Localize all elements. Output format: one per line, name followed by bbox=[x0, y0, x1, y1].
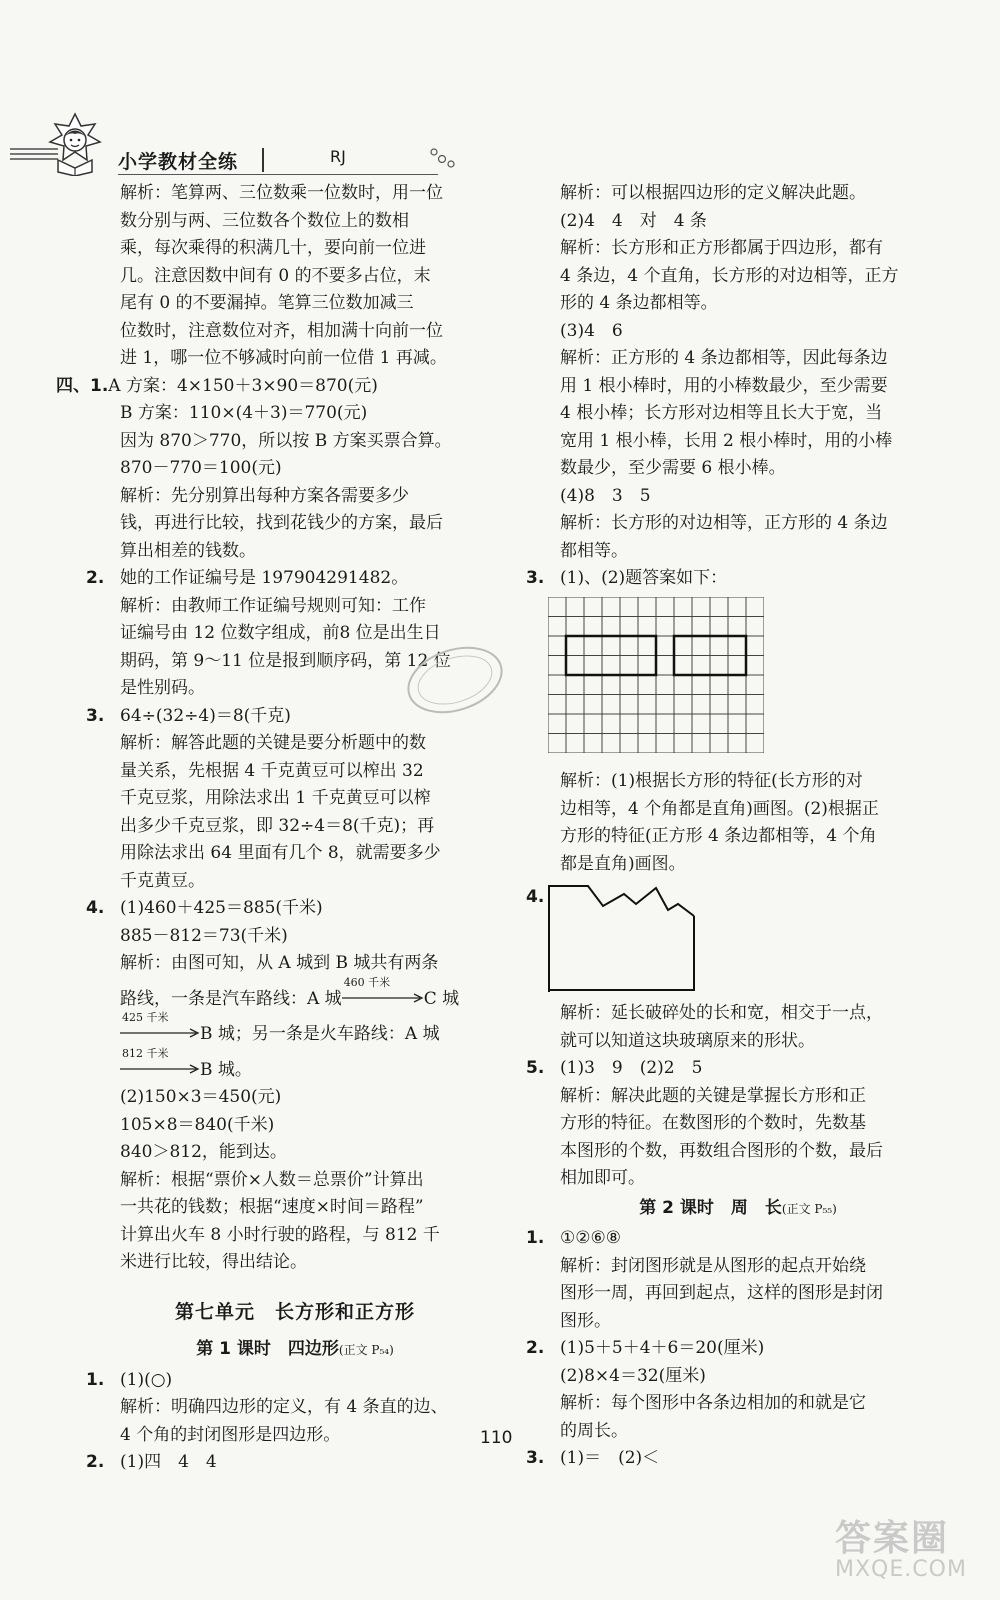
text-line: 870－770＝100(元) bbox=[120, 458, 282, 478]
text-line: 相加即可。 bbox=[560, 1168, 645, 1188]
text-line: 数最少，至少需要 6 根小棒。 bbox=[560, 458, 786, 478]
text-line: 千克黄豆。 bbox=[120, 870, 205, 891]
lesson-2-title: 第 2 课时 周 长(正文 P₅₅) bbox=[639, 1197, 837, 1218]
grid-rectangle-square-drawing bbox=[548, 597, 764, 753]
text-line: 边相等，4 个角都是直角)画图。(2)根据正 bbox=[560, 798, 879, 819]
lesson1-q2: 2. (1)四 4 4 bbox=[86, 1452, 217, 1472]
text-line: 解析：由教师工作证编号规则可知：工作 bbox=[120, 595, 426, 616]
text-line: 是性别码。 bbox=[120, 678, 205, 698]
text-line: 本图形的个数，再数组合图形的个数，最后 bbox=[560, 1140, 883, 1161]
text-line: 图形一周，再回到起点，这样的图形是封闭 bbox=[560, 1283, 883, 1303]
answer-grid-figure bbox=[548, 597, 950, 763]
text-line: 解析：可以根据四边形的定义解决此题。 bbox=[560, 183, 866, 203]
text-line: 证编号由 12 位数字组成，前8 位是出生日 bbox=[120, 623, 441, 643]
text-line: 几。注意因数中间有 0 的不要多占位，末 bbox=[120, 265, 431, 286]
text-line: 就可以知道这块玻璃原来的形状。 bbox=[560, 1030, 815, 1051]
unit-title: 第七单元 长方形和正方形 bbox=[174, 1300, 415, 1323]
text-line: 因为 870＞770，所以按 B 方案买票合算。 bbox=[120, 430, 452, 451]
question-4-2: 2. 她的工作证编号是 197904291482。 bbox=[86, 568, 409, 588]
text-line: 解析：每个图形中各条边相加的和就是它 bbox=[560, 1393, 866, 1413]
text-line: (4)8 3 5 bbox=[560, 485, 651, 506]
text-line: 方形的特征。在数图形的个数时，先数基 bbox=[560, 1113, 866, 1133]
header-divider bbox=[262, 148, 264, 172]
page-number: 110 bbox=[480, 1428, 513, 1448]
text-line: 尾有 0 的不要漏掉。笔算三位数加减三 bbox=[120, 293, 414, 313]
text-line: 钱，再进行比较，找到花钱少的方案，最后 bbox=[120, 513, 443, 533]
text-line: B 方案：110×(4＋3)＝770(元) bbox=[120, 403, 368, 423]
text-line: 乘，每次乘得的积满几十，要向前一位进 bbox=[120, 238, 426, 258]
lesson2-q1: 1. ①②⑥⑧ bbox=[526, 1228, 621, 1248]
text-line: 解析：根据“票价×人数＝总票价”计算出 bbox=[120, 1169, 424, 1190]
text-line: (2)150×3＝450(元) bbox=[120, 1087, 282, 1107]
text-line: 105×8＝840(千米) bbox=[120, 1114, 275, 1135]
text-line: (2)8×4＝32(厘米) bbox=[560, 1365, 706, 1386]
text-line: 解析：(1)根据长方形的特征(长方形的对 bbox=[560, 771, 863, 791]
text-line: 出多少千克豆浆，即 32÷4＝8(千克)；再 bbox=[120, 815, 435, 836]
route-arrow-425: 425 千米 bbox=[120, 1021, 200, 1049]
text-line: 840＞812，能到达。 bbox=[120, 1142, 287, 1162]
text-line: 千克豆浆，用除法求出 1 千克黄豆可以榨 bbox=[120, 788, 431, 808]
text-line: 解析：解决此题的关键是掌握长方形和正 bbox=[560, 1085, 866, 1106]
header-rule bbox=[118, 174, 438, 175]
text-line: (3)4 6 bbox=[560, 320, 623, 341]
text-line: 解析：正方形的 4 条边都相等，因此每条边 bbox=[560, 348, 888, 368]
text-line: 解析：封闭图形就是从图形的起点开始绕 bbox=[560, 1255, 866, 1276]
right-q4: 4. bbox=[526, 884, 950, 1000]
text-line: 都是直角)画图。 bbox=[560, 853, 686, 874]
header-title: 小学教材全练 bbox=[118, 151, 239, 173]
text-line: 解析：长方形的对边相等，正方形的 4 条边 bbox=[560, 513, 888, 533]
text-line: 进 1，哪一位不够减时向前一位借 1 再减。 bbox=[120, 348, 447, 368]
text-line: 形的 4 条边都相等。 bbox=[560, 293, 718, 313]
mascot-reading-girl-icon bbox=[40, 110, 110, 176]
text-line: 位数时，注意数位对齐，相加满十向前一位 bbox=[120, 320, 443, 341]
question-4-3: 3. 64÷(32÷4)＝8(千克) bbox=[86, 705, 291, 726]
lesson-1-title: 第 1 课时 四边形(正文 P₅₄) bbox=[196, 1339, 394, 1359]
text-line: 米进行比较，得出结论。 bbox=[120, 1252, 307, 1272]
header-rings-icon bbox=[428, 146, 458, 170]
text-line: 图形。 bbox=[560, 1310, 611, 1331]
text-line: 解析：由图可知，从 A 城到 B 城共有两条 bbox=[120, 953, 439, 973]
site-watermark: 答案圈 MXQE.COM bbox=[835, 1518, 967, 1582]
text-line: 方形的特征(正方形 4 条边都相等，4 个角 bbox=[560, 826, 877, 846]
lesson1-q1: 1. (1)(○) bbox=[86, 1369, 173, 1390]
text-line: 期码，第 9～11 位是报到顺序码，第 12 位 bbox=[120, 650, 451, 671]
text-line: 用 1 根小棒时，用的小棒数最少，至少需要 bbox=[560, 375, 888, 396]
right-q3: 3. (1)、(2)题答案如下： bbox=[526, 568, 728, 588]
right-q5: 5. (1)3 9 (2)2 5 bbox=[526, 1058, 703, 1078]
text-line: 885－812＝73(千米) bbox=[120, 925, 288, 946]
route-line-1: 路线，一条是汽车路线：A 城 460 千米 C 城 bbox=[86, 986, 504, 1014]
text-line: 都相等。 bbox=[560, 540, 628, 561]
text-line: 计算出火车 8 小时行驶的路程，与 812 千 bbox=[120, 1224, 440, 1245]
text-line: 4 条边，4 个直角，长方形的对边相等，正方 bbox=[560, 265, 899, 286]
route-line-3: 812 千米 B 城。 bbox=[86, 1057, 504, 1085]
text-line: 解析：先分别算出每种方案各需要多少 bbox=[120, 485, 409, 506]
text-line: 解析：解答此题的关键是要分析题中的数 bbox=[120, 733, 426, 753]
text-line: 算出相差的钱数。 bbox=[120, 540, 256, 561]
question-4-4: 4. (1)460＋425＝885(千米) bbox=[86, 898, 323, 918]
lesson2-q2: 2. (1)5＋5＋4＋6＝20(厘米) bbox=[526, 1338, 765, 1358]
route-arrow-812: 812 千米 bbox=[120, 1057, 200, 1085]
right-column bbox=[526, 180, 950, 1473]
text-line: 解析：长方形和正方形都属于四边形，都有 bbox=[560, 238, 883, 258]
route-line-2: 425 千米 B 城；另一条是火车路线：A 城 bbox=[86, 1021, 504, 1049]
text-line: 4 根小棒；长方形对边相等且长大于宽，当 bbox=[560, 403, 883, 423]
text-line: 解析：延长破碎处的长和宽，相交于一点， bbox=[560, 1003, 883, 1023]
text-line: 宽用 1 根小棒，长用 2 根小棒时，用的小棒 bbox=[560, 430, 893, 451]
text-line: 4 个角的封闭图形是四边形。 bbox=[120, 1424, 341, 1445]
text-line: 数分别与两、三位数各个数位上的数相 bbox=[120, 210, 409, 231]
watermark-stamp-icon bbox=[400, 640, 510, 720]
lesson2-q3: 3. (1)＝ (2)＜ bbox=[526, 1448, 660, 1468]
route-arrow-460: 460 千米 bbox=[342, 986, 424, 1014]
text-line: 一共花的钱数；根据“速度×时间＝路程” bbox=[120, 1197, 424, 1217]
header-edition: RJ bbox=[330, 147, 346, 166]
text-line: 用除法求出 64 里面有几个 8，就需要多少 bbox=[120, 843, 441, 863]
text-line: 解析：笔算两、三位数乘一位数时，用一位 bbox=[120, 183, 443, 203]
broken-glass-figure bbox=[548, 884, 696, 992]
left-column bbox=[56, 180, 504, 1477]
text-line: 解析：明确四边形的定义，有 4 条直的边、 bbox=[120, 1397, 448, 1417]
text-line: 的周长。 bbox=[560, 1420, 628, 1441]
text-line: (2)4 4 对 4 条 bbox=[560, 210, 707, 231]
question-4-1: 四、1.A 方案：4×150＋3×90＝870(元) bbox=[56, 375, 378, 396]
text-line: 量关系，先根据 4 千克黄豆可以榨出 32 bbox=[120, 760, 424, 781]
